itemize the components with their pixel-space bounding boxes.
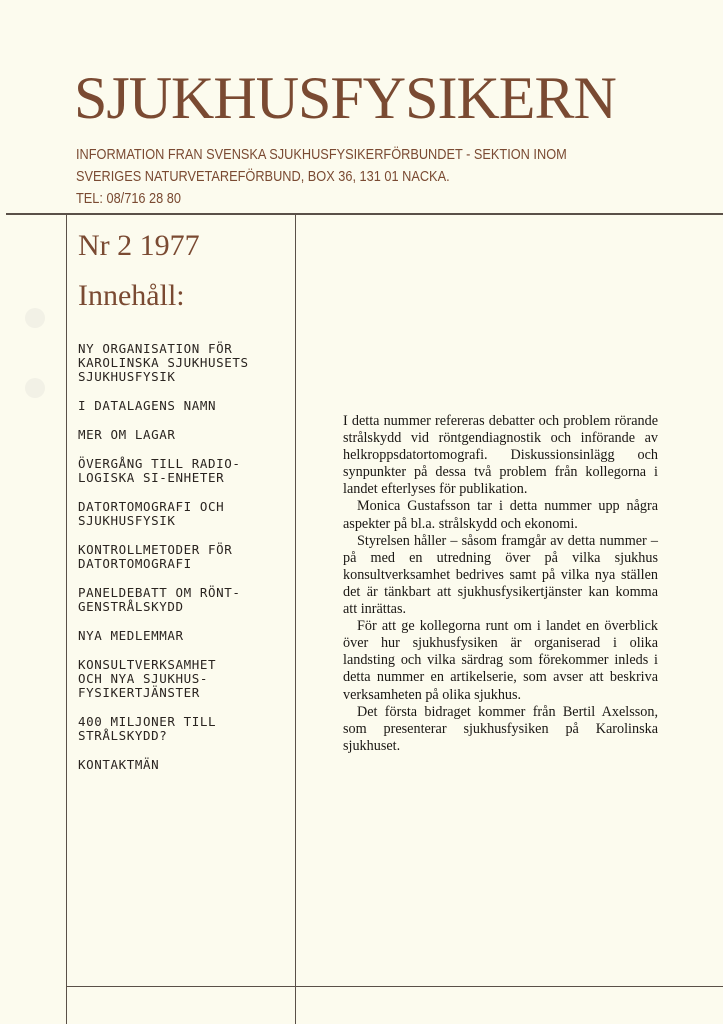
toc-item bbox=[78, 715, 288, 743]
punch-hole bbox=[25, 378, 45, 398]
toc-item-line: DATORTOMOGRAFI bbox=[78, 556, 192, 571]
issue-number: Nr 2 1977 bbox=[78, 229, 200, 262]
toc-item bbox=[78, 758, 288, 772]
info-line: INFORMATION FRAN SVENSKA SJUKHUSFYSIKERFÖRBUNDET - SEKTION INOM bbox=[76, 146, 567, 163]
intro-paragraph: Det första bidraget kommer från Bertil Axelsson, som presenterar sjukhusfysiken på Karolinska sjukhuset. bbox=[343, 703, 658, 754]
toc-item-line: GENSTRÅLSKYDD bbox=[78, 599, 184, 614]
header-rule bbox=[6, 213, 723, 215]
toc-item-line: SJUKHUSFYSIK bbox=[78, 513, 176, 528]
toc-item-line: I DATALAGENS NAMN bbox=[78, 398, 217, 413]
toc-item-line: KONTAKTMÄN bbox=[78, 757, 160, 772]
intro-paragraph: Monica Gustafsson tar i detta nummer upp några aspekter på bl.a. strålskydd och ekonomi. bbox=[343, 498, 658, 532]
toc-item bbox=[78, 629, 288, 643]
info-line: TEL: 08/716 28 80 bbox=[76, 190, 181, 207]
toc-item-line: FYSIKERTJÄNSTER bbox=[78, 685, 200, 700]
intro-paragraph: I detta nummer refereras debatter och problem rörande strålskydd vid röntgendiagnostik och införande av helkroppsdatortomografi. Diskussionsinlägg och synpunkter på dessa två problem från kollegorna i landet efterlyses för publikation. bbox=[343, 413, 658, 498]
info-line: SVERIGES NATURVETAREFÖRBUND, BOX 36, 131 01 NACKA. bbox=[76, 168, 450, 185]
toc-title: Innehåll: bbox=[78, 279, 185, 312]
masthead-info bbox=[76, 144, 597, 210]
punch-hole bbox=[25, 308, 45, 328]
toc-item-line: ÖVERGÅNG TILL RADIO- bbox=[78, 456, 241, 471]
intro-text bbox=[343, 413, 658, 755]
toc-item bbox=[78, 399, 288, 413]
toc-item-line: MER OM LAGAR bbox=[78, 427, 176, 442]
toc-item-line: NY ORGANISATION FÖR bbox=[78, 341, 233, 356]
toc-item bbox=[78, 342, 288, 384]
toc-item-line: STRÅLSKYDD? bbox=[78, 728, 168, 743]
toc-item-line: NYA MEDLEMMAR bbox=[78, 628, 184, 643]
toc-item-line: LOGISKA SI-ENHETER bbox=[78, 470, 225, 485]
toc-item-line: 400 MILJONER TILL bbox=[78, 714, 217, 729]
masthead-title: SJUKHUSFYSIKERN bbox=[74, 65, 616, 131]
toc-item-line: PANELDEBATT OM RÖNT- bbox=[78, 585, 241, 600]
toc-item bbox=[78, 658, 288, 700]
toc-item-line: KONSULTVERKSAMHET bbox=[78, 657, 217, 672]
toc-item-line: SJUKHUSFYSIK bbox=[78, 369, 176, 384]
toc-item-line: KONTROLLMETODER FÖR bbox=[78, 542, 233, 557]
toc-item bbox=[78, 428, 288, 442]
intro-paragraph: För att ge kollegorna runt om i landet en överblick över hur sjukhusfysiken är organiserad i olika landsting och vilka särdrag som förekommer inleds i detta nummer en artikelserie, som avser att beskriva verksamheten på olika sjukhus. bbox=[343, 618, 658, 703]
column-rule-middle bbox=[295, 214, 296, 1024]
toc-item-line: OCH NYA SJUKHUS- bbox=[78, 671, 209, 686]
intro-paragraph: Styrelsen håller – såsom framgår av detta nummer – på med en utredning över på vilka sjukhus konsultverksamhet bedrives samt på vilka nya ställen det är tänkbart att sjukhusfysikertjänster kan komma att inrättas. bbox=[343, 532, 658, 618]
toc-item bbox=[78, 500, 288, 528]
toc-item-line: KAROLINSKA SJUKHUSETS bbox=[78, 355, 249, 370]
toc-item bbox=[78, 586, 288, 614]
column-rule-left bbox=[66, 214, 67, 1024]
toc-item bbox=[78, 457, 288, 485]
toc-item bbox=[78, 543, 288, 571]
toc-item-line: DATORTOMOGRAFI OCH bbox=[78, 499, 225, 514]
table-of-contents bbox=[78, 342, 288, 787]
footer-rule bbox=[66, 986, 723, 987]
